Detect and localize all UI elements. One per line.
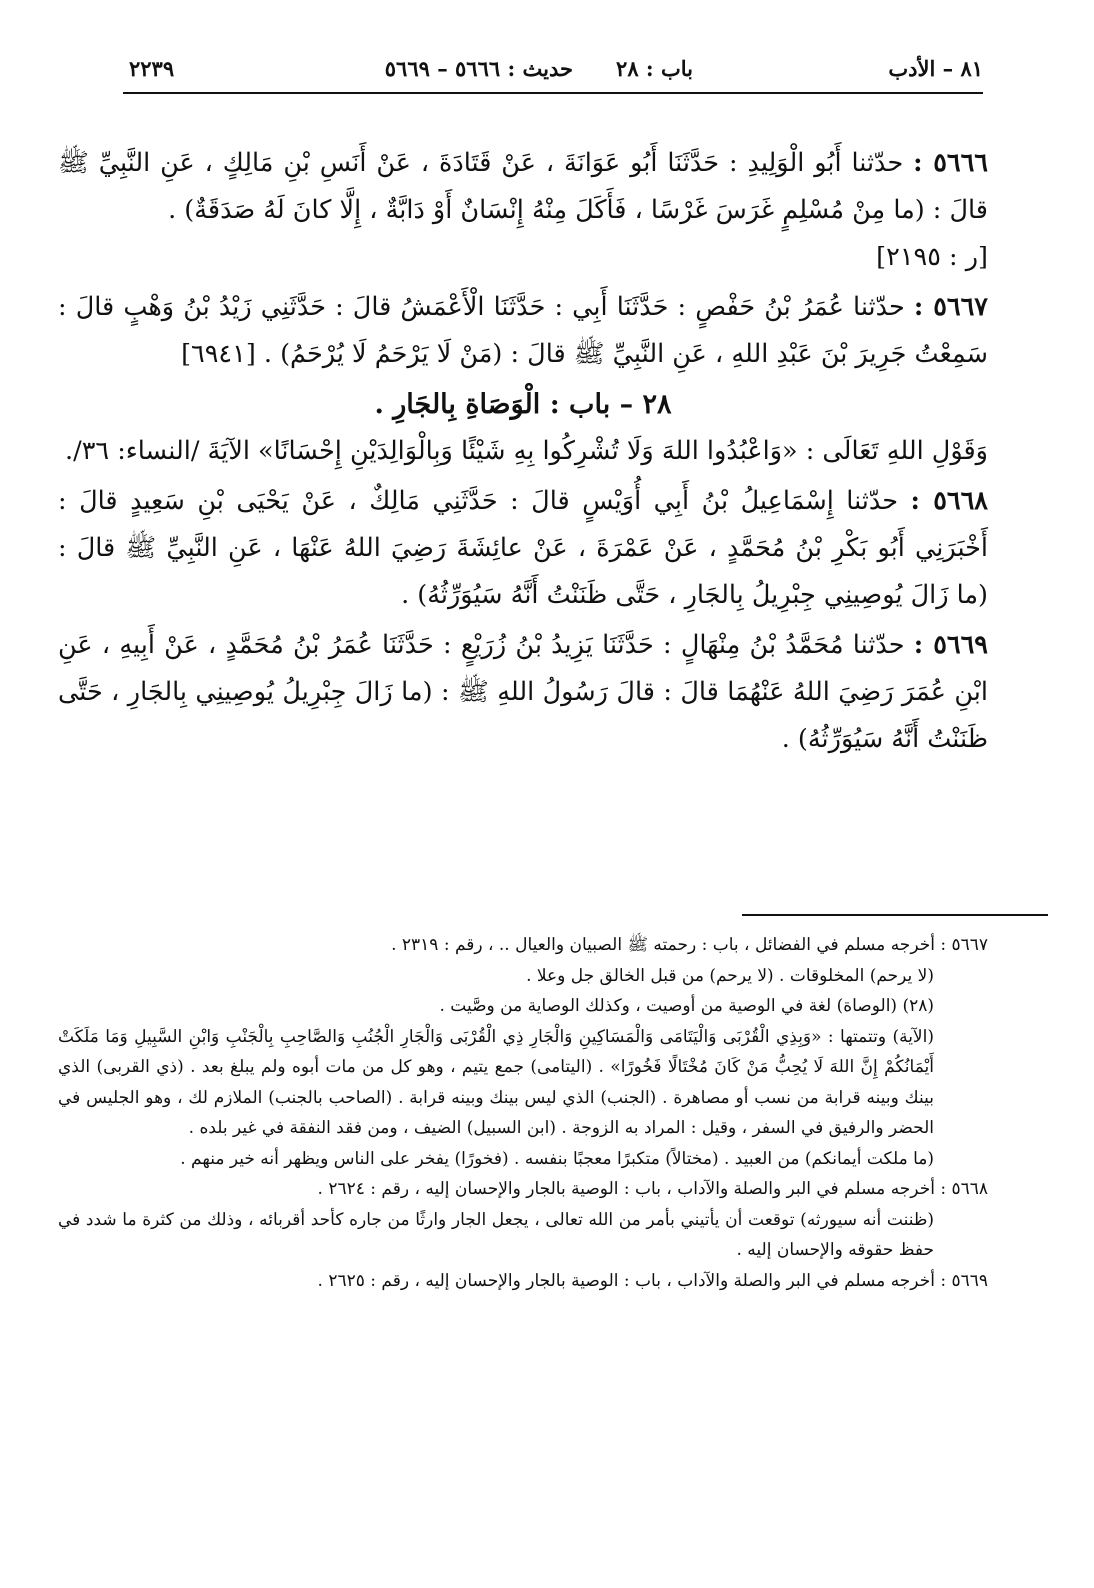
hadith-5667: [58, 284, 988, 378]
footnote-malakat: (ما ملكت أيمانكم) من العبيد . (مختالاً) متكبرًا معجبًا بنفسه . (فخورًا) يفخر على الناس ويظهر أنه خير منهم .: [180, 1148, 934, 1169]
running-header: [123, 52, 983, 94]
footnote-5667: ٥٦٦٧ : أخرجه مسلم في الفضائل ، باب : رحمته ﷺ الصبيان والعيال .. ، رقم : ٢٣١٩ .: [391, 935, 988, 955]
hadith-text: حدّثنا إِسْمَاعِيلُ بْنُ أَبِي أُوَيْسٍ قالَ : حَدَّثَنِي مَالِكٌ ، عَنْ يَحْيَى بْنِ سَعِيدٍ قالَ : أَخْبَرَنِي أَبُو بَكْرِ بْنُ مُحَمَّدٍ ، عَنْ عَمْرَةَ ، عَنْ عائِشَةَ رَضِيَ اللهُ عَنْهَا ، عَنِ النَّبِيِّ ﷺ قالَ : (ما زَالَ يُوصِينِي جِبْرِيلُ بِالجَارِ ، حَتَّى ظَنَنْتُ أَنَّهُ سَيُوَرِّثُهُ) .: [58, 486, 988, 610]
footnote-5667-gloss: (لا يرحم) المخلوقات . (لا يرحم) من قبل الخالق جل وعلا .: [526, 965, 934, 986]
hadith-number: ٥٦٦٦ :: [913, 148, 989, 178]
footnote-chapter-28: (٢٨) (الوصاة) لغة في الوصية من أوصيت ، وكذلك الوصاية من وصَّيت .: [439, 996, 934, 1016]
quran-verse: وَقَوْلِ اللهِ تَعَالَى : «وَاعْبُدُوا اللهَ وَلَا تُشْرِكُوا بِهِ شَيْئًا وَبِالْوَالِدَيْنِ إِحْسَانًا» الآيَةَ /النساء: ٣٦/.: [64, 436, 988, 466]
hadith-5668: [58, 478, 988, 619]
footnotes: [58, 930, 988, 1296]
hadith-5666: [58, 140, 988, 281]
hadith-text: حدّثنا مُحَمَّدُ بْنُ مِنْهَالٍ : حَدَّثَنَا يَزِيدُ بْنُ زُرَيْعٍ : حَدَّثَنَا عُمَرُ بْنُ مُحَمَّدٍ ، عَنْ أَبِيهِ ، عَنِ ابْنِ عُمَرَ رَضِيَ اللهُ عَنْهُمَا قالَ : قالَ رَسُولُ اللهِ ﷺ : (ما زَالَ جِبْرِيلُ يُوصِينِي بِالجَارِ ، حَتَّى ظَنَنْتُ أَنَّهُ سَيُوَرِّثُهُ) .: [58, 630, 988, 754]
chapter-heading: ٢٨ – باب : الْوَصَاةِ بِالجَارِ .: [374, 389, 672, 420]
footnote-separator: [742, 914, 1048, 916]
hadith-text: حدّثنا أَبُو الْوَلِيدِ : حَدَّثَنَا أَبُو عَوَانَةَ ، عَنْ قَتَادَةَ ، عَنْ أَنَسِ بْنِ مَالِكٍ ، عَنِ النَّبِيِّ ﷺ قالَ : (ما مِنْ مُسْلِمٍ غَرَسَ غَرْسًا ، فَأَكَلَ مِنْهُ إِنْسَانٌ أَوْ دَابَّةٌ ، إِلَّا كانَ لَهُ صَدَقَةٌ) .: [58, 148, 988, 225]
footnote-5668: ٥٦٦٨ : أخرجه مسلم في البر والصلة والآداب ، باب : الوصية بالجار والإحسان إليه ، رقم : ٢٦٢٤ .: [317, 1179, 988, 1199]
footnote-5668-gloss: (ظننت أنه سيورثه) توقعت أن يأتيني بأمر من الله تعالى ، يجعل الجار وارثًا من جاره كأحد أقربائه ، وذلك من كثرة ما شدد في حفظ حقوقه والإحسان إليه .: [58, 1209, 934, 1260]
main-text: [58, 140, 988, 766]
chapter-title: ٨١ – الأدب: [888, 56, 983, 81]
hadith-text: حدّثنا عُمَرُ بْنُ حَفْصٍ : حَدَّثَنَا أَبِي : حَدَّثَنَا الْأَعْمَشُ قالَ : حَدَّثَنِي زَيْدُ بْنُ وَهْبٍ قالَ : سَمِعْتُ جَرِيرَ بْنَ عَبْدِ اللهِ ، عَنِ النَّبِيِّ ﷺ قالَ : (مَنْ لَا يَرْحَمُ لَا يُرْحَمُ) .: [58, 292, 988, 369]
hadith-number: ٥٦٦٩ :: [913, 630, 989, 660]
hadith-number: ٥٦٦٧ :: [913, 292, 988, 322]
hadith-range: حديث : ٥٦٦٦ – ٥٦٦٩: [384, 56, 573, 81]
hadith-reference: [٦٩٤١]: [181, 339, 256, 369]
page-number: ٢٢٣٩: [129, 56, 175, 81]
bab-number: باب : ٢٨: [616, 56, 693, 81]
hadith-number: ٥٦٦٨ :: [910, 486, 988, 516]
footnote-ayah: (الآية) وتتمتها : «وَبِذِي الْقُرْبَى وَالْيَتَامَى وَالْمَسَاكِينِ وَالْجَارِ ذِي الْقُرْبَى وَالْجَارِ الْجُنُبِ وَالصَّاحِبِ بِالْجَنْبِ وَابْنِ السَّبِيلِ وَمَا مَلَكَتْ أَيْمَانُكُمْ إِنَّ اللهَ لَا يُحِبُّ مَنْ كَانَ مُخْتَالًا فَخُورًا» . (اليتامى) جمع يتيم ، وهو كل من مات أبوه ولم يبلغ بعد . (ذي القربى) الذي بينك وبينه قرابة من نسب أو مصاهرة . (الجنب) الذي ليس بينك وبينه قرابة . (الصاحب بالجنب) الملازم لك ، وهو الجليس في الحضر والرفيق في السفر ، وقيل : المراد به الزوجة . (ابن السبيل) الضيف ، ومن فقد النفقة في غير بلده .: [58, 1026, 934, 1138]
hadith-reference: [ر : ٢١٩٥]: [876, 242, 988, 272]
hadith-5669: [58, 622, 988, 763]
footnote-5669: ٥٦٦٩ : أخرجه مسلم في البر والصلة والآداب ، باب : الوصية بالجار والإحسان إليه ، رقم : ٢٦٢٥ .: [317, 1270, 988, 1291]
